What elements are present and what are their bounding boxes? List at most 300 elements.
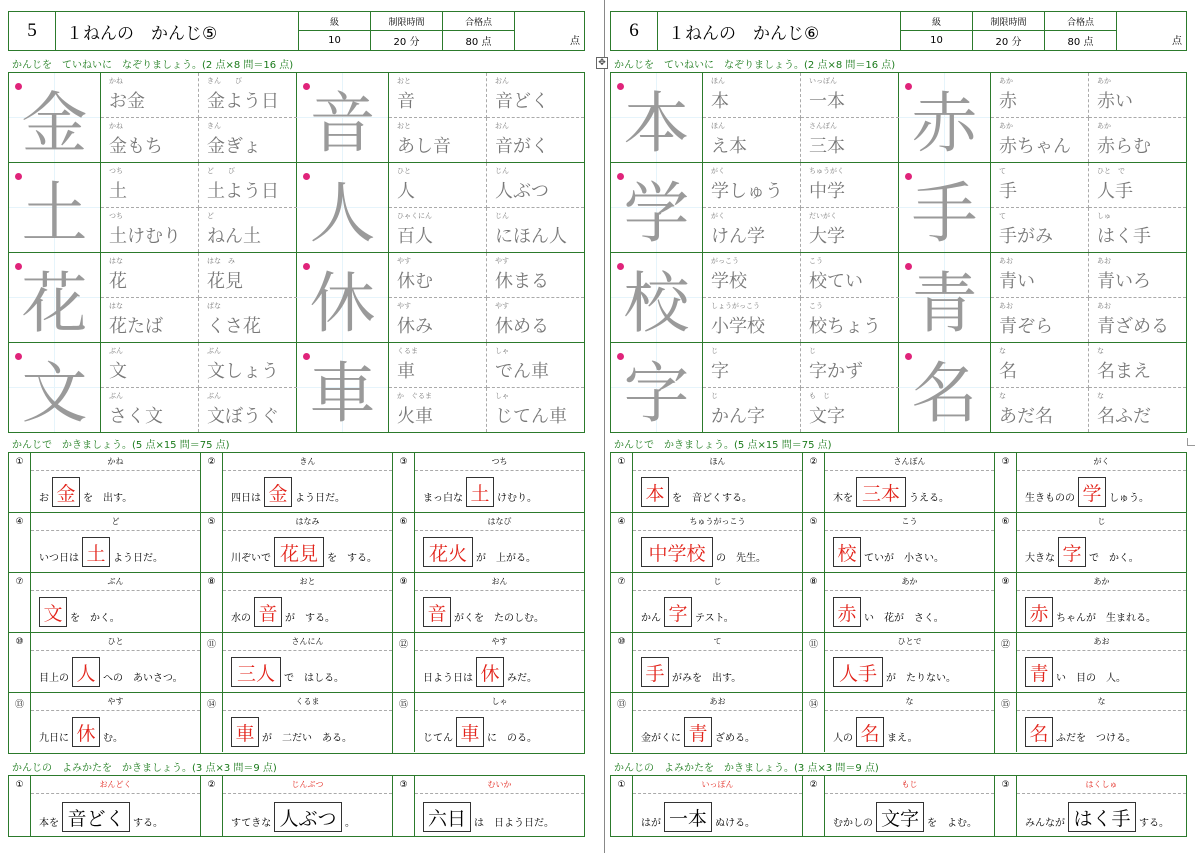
trace-word: 花 xyxy=(109,271,127,292)
question-number: ④ xyxy=(611,513,633,572)
writing-question xyxy=(9,633,201,693)
trace-word-cell[interactable] xyxy=(801,118,899,162)
worksheet-header xyxy=(610,11,1187,51)
answer-box[interactable]: 三人 xyxy=(231,657,281,687)
answer-box[interactable]: 人 xyxy=(72,657,100,687)
header-column-value: 20 分 xyxy=(393,37,420,48)
word-furigana: ぶん xyxy=(207,347,221,355)
trace-word: けん学 xyxy=(711,226,765,247)
answer-box[interactable]: 学 xyxy=(1078,477,1106,507)
answer-box[interactable]: 青 xyxy=(684,717,712,747)
writing-question xyxy=(393,633,584,693)
trace-word-cell[interactable] xyxy=(389,343,487,388)
stroke-start-icon xyxy=(905,263,912,270)
question-suffix: ちゃんが 生まれる。 xyxy=(1056,613,1156,624)
reading-answer[interactable]: はくしゅ xyxy=(1017,776,1186,794)
writing-question xyxy=(393,453,584,513)
trace-word-cell[interactable] xyxy=(991,118,1089,162)
trace-word: 文ぼうぐ xyxy=(207,406,279,427)
question-prefix: まっ白な xyxy=(423,493,463,504)
reading-answer[interactable]: いっぽん xyxy=(633,776,802,794)
word-furigana: がっこう xyxy=(711,257,739,265)
trace-word-cell[interactable] xyxy=(801,73,899,118)
kanji-block xyxy=(297,253,584,343)
trace-word-cell[interactable] xyxy=(703,208,801,252)
trace-kanji[interactable]: 花 xyxy=(9,253,101,342)
trace-word-cell[interactable] xyxy=(1089,388,1186,432)
answer-box[interactable]: 金 xyxy=(52,477,80,507)
reading-answer[interactable]: じんぶつ xyxy=(223,776,392,794)
trace-word-cell[interactable] xyxy=(389,208,487,252)
trace-word: ねん土 xyxy=(207,226,261,247)
word-furigana: はな xyxy=(109,257,123,265)
trace-word-cell[interactable] xyxy=(487,118,584,162)
question-suffix: 。 xyxy=(345,818,355,829)
question-prefix: 目上の xyxy=(39,673,69,684)
trace-kanji[interactable]: 学 xyxy=(611,163,703,252)
question-number: ⑫ xyxy=(995,633,1017,692)
question-number: ⑥ xyxy=(995,513,1017,572)
section-instruction: かんじで かきましょう。(5 点×15 問＝75 点) xyxy=(614,440,832,451)
question-suffix: い 目の 人。 xyxy=(1056,673,1126,684)
trace-word: 小学校 xyxy=(711,316,765,337)
reading-word-box: 文字 xyxy=(876,802,924,832)
trace-word-cell[interactable] xyxy=(703,343,801,388)
trace-word-cell[interactable] xyxy=(1089,163,1186,208)
reading-word-box: 六日 xyxy=(423,802,471,832)
trace-word-cell[interactable] xyxy=(703,118,801,162)
trace-word-cell[interactable] xyxy=(991,343,1089,388)
writing-question xyxy=(201,573,393,633)
trace-word-cell[interactable] xyxy=(487,388,584,432)
trace-word-cell[interactable] xyxy=(101,298,199,342)
word-furigana: しょうがっこう xyxy=(711,302,760,310)
writing-grid xyxy=(8,452,585,754)
trace-word-cell[interactable] xyxy=(487,73,584,118)
word-furigana: あか xyxy=(1097,122,1111,130)
word-furigana: はな xyxy=(109,302,123,310)
answer-box[interactable]: 校 xyxy=(833,537,861,567)
answer-box[interactable]: 文 xyxy=(39,597,67,627)
trace-word-cell[interactable] xyxy=(389,298,487,342)
question-prefix: 金がくに xyxy=(641,733,681,744)
worksheet-title: １ねんの かんじ⑥ xyxy=(658,12,901,50)
trace-word-cell[interactable] xyxy=(487,163,584,208)
trace-kanji[interactable]: 休 xyxy=(297,253,389,342)
trace-word-cell[interactable] xyxy=(199,298,297,342)
writing-question xyxy=(995,573,1186,633)
answer-box[interactable]: 赤 xyxy=(833,597,861,627)
question-prefix: 日よう日は xyxy=(423,673,473,684)
trace-word-cell[interactable] xyxy=(101,208,199,252)
question-number: ⑭ xyxy=(803,693,825,752)
question-suffix: が 二だい ある。 xyxy=(262,733,352,744)
question-number: ⑨ xyxy=(995,573,1017,632)
trace-word-cell[interactable] xyxy=(389,163,487,208)
word-furigana: ほん xyxy=(711,77,725,85)
trace-word-cell[interactable] xyxy=(101,343,199,388)
trace-word-cell[interactable] xyxy=(1089,343,1186,388)
trace-word-cell[interactable] xyxy=(801,298,899,342)
trace-word-cell[interactable] xyxy=(801,163,899,208)
stroke-start-icon xyxy=(15,83,22,90)
word-furigana: じ xyxy=(711,347,718,355)
word-furigana: ひと で xyxy=(1097,167,1125,175)
answer-box[interactable]: 名 xyxy=(856,717,884,747)
answer-box[interactable]: 花火 xyxy=(423,537,473,567)
question-number: ⑨ xyxy=(393,573,415,632)
trace-word: 百人 xyxy=(397,226,433,247)
question-number: ⑧ xyxy=(201,573,223,632)
reading-word-box: はく手 xyxy=(1068,802,1136,832)
trace-word: 休み xyxy=(397,316,433,337)
writing-question xyxy=(995,453,1186,513)
kanji-block xyxy=(297,73,584,163)
answer-box[interactable]: 休 xyxy=(72,717,100,747)
word-furigana: しゃ xyxy=(495,392,509,400)
kanji-block xyxy=(9,253,297,343)
word-furigana: ぶん xyxy=(109,347,123,355)
trace-word-cell[interactable] xyxy=(389,73,487,118)
move-handle-icon[interactable]: ✥ xyxy=(596,57,608,69)
question-suffix: が 上がる。 xyxy=(476,553,536,564)
kanji-block xyxy=(9,343,297,432)
kanji-block xyxy=(9,163,297,253)
question-suffix: よう日だ。 xyxy=(295,493,345,504)
writing-question xyxy=(803,453,995,513)
question-prefix: 人の xyxy=(833,733,853,744)
trace-word-cell[interactable] xyxy=(199,208,297,252)
trace-kanji[interactable]: 土 xyxy=(9,163,101,252)
trace-word-cell[interactable] xyxy=(801,253,899,298)
trace-word-cell[interactable] xyxy=(703,298,801,342)
writing-question xyxy=(803,513,995,573)
question-furigana: ひと xyxy=(31,633,200,651)
question-suffix: テスト。 xyxy=(695,613,734,624)
word-furigana: がく xyxy=(711,167,725,175)
word-furigana: あか xyxy=(1097,77,1111,85)
score-field[interactable]: 点 xyxy=(570,36,580,47)
answer-box[interactable]: 人手 xyxy=(833,657,883,687)
trace-kanji[interactable]: 人 xyxy=(297,163,389,252)
tracing-grid xyxy=(610,72,1187,433)
header-column-value: 80 点 xyxy=(465,37,492,48)
question-prefix: 本を xyxy=(39,818,59,829)
trace-kanji[interactable]: 音 xyxy=(297,73,389,162)
question-suffix: を かく。 xyxy=(70,613,120,624)
reading-answer[interactable]: むいか xyxy=(415,776,584,794)
trace-word: 名 xyxy=(999,361,1017,382)
question-furigana: やす xyxy=(31,693,200,711)
trace-word: え本 xyxy=(711,136,747,157)
trace-word-cell[interactable] xyxy=(801,208,899,252)
writing-grid xyxy=(610,452,1187,754)
trace-word: お金 xyxy=(109,91,145,112)
trace-word-cell[interactable] xyxy=(991,208,1089,252)
section-instruction: かんじを ていねいに なぞりましょう。(2 点×8 問＝16 点) xyxy=(614,60,896,71)
trace-word-cell[interactable] xyxy=(991,388,1089,432)
writing-question xyxy=(611,513,803,573)
trace-word: 大学 xyxy=(809,226,845,247)
trace-word-cell[interactable] xyxy=(703,388,801,432)
trace-word-cell[interactable] xyxy=(101,388,199,432)
trace-word: 音がく xyxy=(495,136,549,157)
question-furigana: ど xyxy=(31,513,200,531)
trace-word-cell[interactable] xyxy=(703,73,801,118)
writing-question xyxy=(995,633,1186,693)
question-number: ⑫ xyxy=(393,633,415,692)
trace-word-cell[interactable] xyxy=(703,163,801,208)
page-divider xyxy=(604,0,605,853)
reading-answer[interactable]: おんどく xyxy=(31,776,200,794)
trace-word-cell[interactable] xyxy=(199,343,297,388)
answer-box[interactable]: 土 xyxy=(466,477,494,507)
word-furigana: ぶん xyxy=(207,392,221,400)
section-instruction: かんじを ていねいに なぞりましょう。(2 点×8 問＝16 点) xyxy=(12,60,294,71)
answer-box[interactable]: 土 xyxy=(82,537,110,567)
word-furigana: おと xyxy=(397,122,411,130)
trace-word: 金ぎょ xyxy=(207,136,261,157)
question-suffix: しゅう。 xyxy=(1109,493,1149,504)
section-instruction: かんじの よみかたを かきましょう。(3 点×3 問＝9 点) xyxy=(614,763,879,774)
trace-word-cell[interactable] xyxy=(1089,73,1186,118)
reading-grid xyxy=(8,775,585,837)
answer-box[interactable]: 休 xyxy=(476,657,504,687)
question-suffix: む。 xyxy=(103,733,123,744)
question-number: ⑬ xyxy=(611,693,633,752)
answer-box[interactable]: 字 xyxy=(664,597,692,627)
word-furigana: しゃ xyxy=(495,347,509,355)
question-prefix: お xyxy=(39,493,49,504)
answer-box[interactable]: 手 xyxy=(641,657,669,687)
question-suffix: で はしる。 xyxy=(284,673,344,684)
answer-box[interactable]: 本 xyxy=(641,477,669,507)
trace-word: 休まる xyxy=(495,271,549,292)
question-furigana: はなび xyxy=(415,513,584,531)
trace-word: あだ名 xyxy=(999,406,1053,427)
score-field[interactable]: 点 xyxy=(1172,36,1182,47)
trace-word-cell[interactable] xyxy=(487,343,584,388)
word-furigana: て xyxy=(999,212,1006,220)
trace-kanji[interactable]: 名 xyxy=(899,343,991,432)
trace-word-cell[interactable] xyxy=(389,388,487,432)
question-suffix: がくを たのしむ。 xyxy=(454,613,544,624)
trace-word-cell[interactable] xyxy=(487,208,584,252)
trace-word-cell[interactable] xyxy=(389,118,487,162)
trace-kanji[interactable]: 赤 xyxy=(899,73,991,162)
trace-word: 字 xyxy=(711,361,729,382)
stroke-start-icon xyxy=(617,173,624,180)
answer-box[interactable]: 金 xyxy=(264,477,292,507)
question-prefix: 川ぞいで xyxy=(231,553,271,564)
word-furigana: ばな xyxy=(207,302,221,310)
question-prefix: すてきな xyxy=(231,818,272,829)
trace-word: 名まえ xyxy=(1097,361,1151,382)
question-prefix: かん xyxy=(641,613,661,624)
header-column-label: 級 xyxy=(299,12,370,31)
word-furigana: おん xyxy=(495,122,509,130)
question-furigana: こう xyxy=(825,513,994,531)
question-number: ③ xyxy=(393,776,415,837)
word-furigana: じん xyxy=(495,167,509,175)
question-suffix: の 先生。 xyxy=(716,553,766,564)
question-number: ① xyxy=(611,453,633,512)
question-furigana: おと xyxy=(223,573,392,591)
word-furigana: やす xyxy=(397,257,411,265)
trace-word: はく手 xyxy=(1097,226,1151,247)
reading-question xyxy=(995,776,1186,837)
stroke-start-icon xyxy=(15,353,22,360)
trace-kanji[interactable]: 車 xyxy=(297,343,389,432)
trace-word-cell[interactable] xyxy=(1089,298,1186,342)
trace-kanji[interactable]: 手 xyxy=(899,163,991,252)
trace-word: 手がみ xyxy=(999,226,1053,247)
reading-question xyxy=(201,776,393,837)
trace-word-cell[interactable] xyxy=(199,253,297,298)
trace-word-cell[interactable] xyxy=(801,343,899,388)
trace-word-cell[interactable] xyxy=(101,163,199,208)
reading-question xyxy=(611,776,803,837)
trace-kanji[interactable]: 文 xyxy=(9,343,101,432)
word-furigana: やす xyxy=(495,302,509,310)
question-suffix: を 音どくする。 xyxy=(672,493,752,504)
trace-word-cell[interactable] xyxy=(199,73,297,118)
trace-word: 赤い xyxy=(1097,91,1133,112)
answer-box[interactable]: 字 xyxy=(1058,537,1086,567)
trace-word: かん字 xyxy=(711,406,765,427)
trace-word-cell[interactable] xyxy=(703,253,801,298)
question-suffix: けむり。 xyxy=(497,493,537,504)
trace-word: 赤らむ xyxy=(1097,136,1151,157)
trace-word-cell[interactable] xyxy=(389,253,487,298)
kanji-block xyxy=(899,343,1186,432)
answer-box[interactable]: 車 xyxy=(231,717,259,747)
word-furigana: じん xyxy=(495,212,509,220)
worksheet-header xyxy=(8,11,585,51)
trace-word: あし音 xyxy=(397,136,451,157)
trace-word: にほん人 xyxy=(495,226,567,247)
question-suffix: に のる。 xyxy=(487,733,537,744)
question-number: ⑮ xyxy=(393,693,415,752)
question-prefix: いつ日は xyxy=(39,553,79,564)
word-furigana: がく xyxy=(711,212,725,220)
trace-word: 名ふだ xyxy=(1097,406,1151,427)
trace-word: 文しょう xyxy=(207,361,279,382)
question-suffix: を よむ。 xyxy=(927,818,977,829)
answer-box[interactable]: 車 xyxy=(456,717,484,747)
answer-box[interactable]: 赤 xyxy=(1025,597,1053,627)
stroke-start-icon xyxy=(905,353,912,360)
question-number: ② xyxy=(201,776,223,837)
trace-word-cell[interactable] xyxy=(991,163,1089,208)
trace-word-cell[interactable] xyxy=(199,163,297,208)
word-furigana: あお xyxy=(999,257,1013,265)
trace-word-cell[interactable] xyxy=(991,73,1089,118)
header-column-label: 制限時間 xyxy=(371,12,442,31)
answer-box[interactable]: 音 xyxy=(423,597,451,627)
writing-question xyxy=(201,453,393,513)
stroke-start-icon xyxy=(617,353,624,360)
answer-box[interactable]: 音 xyxy=(254,597,282,627)
trace-word-cell[interactable] xyxy=(101,253,199,298)
trace-word-cell[interactable] xyxy=(991,298,1089,342)
question-suffix: を する。 xyxy=(327,553,377,564)
trace-kanji[interactable]: 校 xyxy=(611,253,703,342)
trace-word-cell[interactable] xyxy=(1089,118,1186,162)
trace-word: 土 xyxy=(109,181,127,202)
trace-word-cell[interactable] xyxy=(801,388,899,432)
trace-word-cell[interactable] xyxy=(101,118,199,162)
word-furigana: じ xyxy=(809,347,816,355)
answer-box[interactable]: 花見 xyxy=(274,537,324,567)
header-column xyxy=(371,12,443,50)
word-furigana: こう xyxy=(809,302,823,310)
reading-question xyxy=(9,776,201,837)
word-furigana: ちゅうがく xyxy=(809,167,844,175)
kanji-block xyxy=(297,163,584,253)
kanji-block xyxy=(9,73,297,163)
trace-word: 人手 xyxy=(1097,181,1133,202)
trace-word-cell[interactable] xyxy=(1089,253,1186,298)
trace-word: じてん車 xyxy=(495,406,567,427)
trace-word: でん車 xyxy=(495,361,549,382)
trace-word: 人ぶつ xyxy=(495,181,549,202)
word-furigana: やす xyxy=(397,302,411,310)
word-furigana: きん xyxy=(207,122,221,130)
trace-word-cell[interactable] xyxy=(487,298,584,342)
question-suffix: よう日だ。 xyxy=(113,553,163,564)
trace-kanji[interactable]: 金 xyxy=(9,73,101,162)
answer-box[interactable]: 青 xyxy=(1025,657,1053,687)
question-prefix: はが xyxy=(641,818,661,829)
trace-word: 青いろ xyxy=(1097,271,1151,292)
trace-word: 人 xyxy=(397,181,415,202)
writing-question xyxy=(393,573,584,633)
trace-word-cell[interactable] xyxy=(199,118,297,162)
trace-word-cell[interactable] xyxy=(199,388,297,432)
question-prefix: 大きな xyxy=(1025,553,1055,564)
writing-question xyxy=(9,513,201,573)
answer-box[interactable]: 名 xyxy=(1025,717,1053,747)
trace-word: 花たば xyxy=(109,316,163,337)
kanji-block xyxy=(297,343,584,432)
answer-box[interactable]: 中学校 xyxy=(641,537,713,567)
trace-kanji[interactable]: 青 xyxy=(899,253,991,342)
question-number: ⑧ xyxy=(803,573,825,632)
reading-question xyxy=(803,776,995,837)
trace-kanji[interactable]: 字 xyxy=(611,343,703,432)
stroke-start-icon xyxy=(905,173,912,180)
word-furigana: だいがく xyxy=(809,212,837,220)
trace-word-cell[interactable] xyxy=(101,73,199,118)
question-suffix: が たりない。 xyxy=(886,673,956,684)
header-column xyxy=(443,12,515,50)
question-number: ⑤ xyxy=(201,513,223,572)
question-prefix: 生きものの xyxy=(1025,493,1075,504)
word-furigana: じ xyxy=(711,392,718,400)
trace-word-cell[interactable] xyxy=(991,253,1089,298)
word-furigana: な xyxy=(1097,347,1104,355)
trace-kanji[interactable]: 本 xyxy=(611,73,703,162)
question-number: ③ xyxy=(393,453,415,512)
answer-box[interactable]: 三本 xyxy=(856,477,906,507)
stroke-start-icon xyxy=(905,83,912,90)
trace-word-cell[interactable] xyxy=(487,253,584,298)
question-suffix: を 出す。 xyxy=(83,493,133,504)
trace-word-cell[interactable] xyxy=(1089,208,1186,252)
reading-answer[interactable]: もじ xyxy=(825,776,994,794)
question-suffix: が する。 xyxy=(285,613,335,624)
